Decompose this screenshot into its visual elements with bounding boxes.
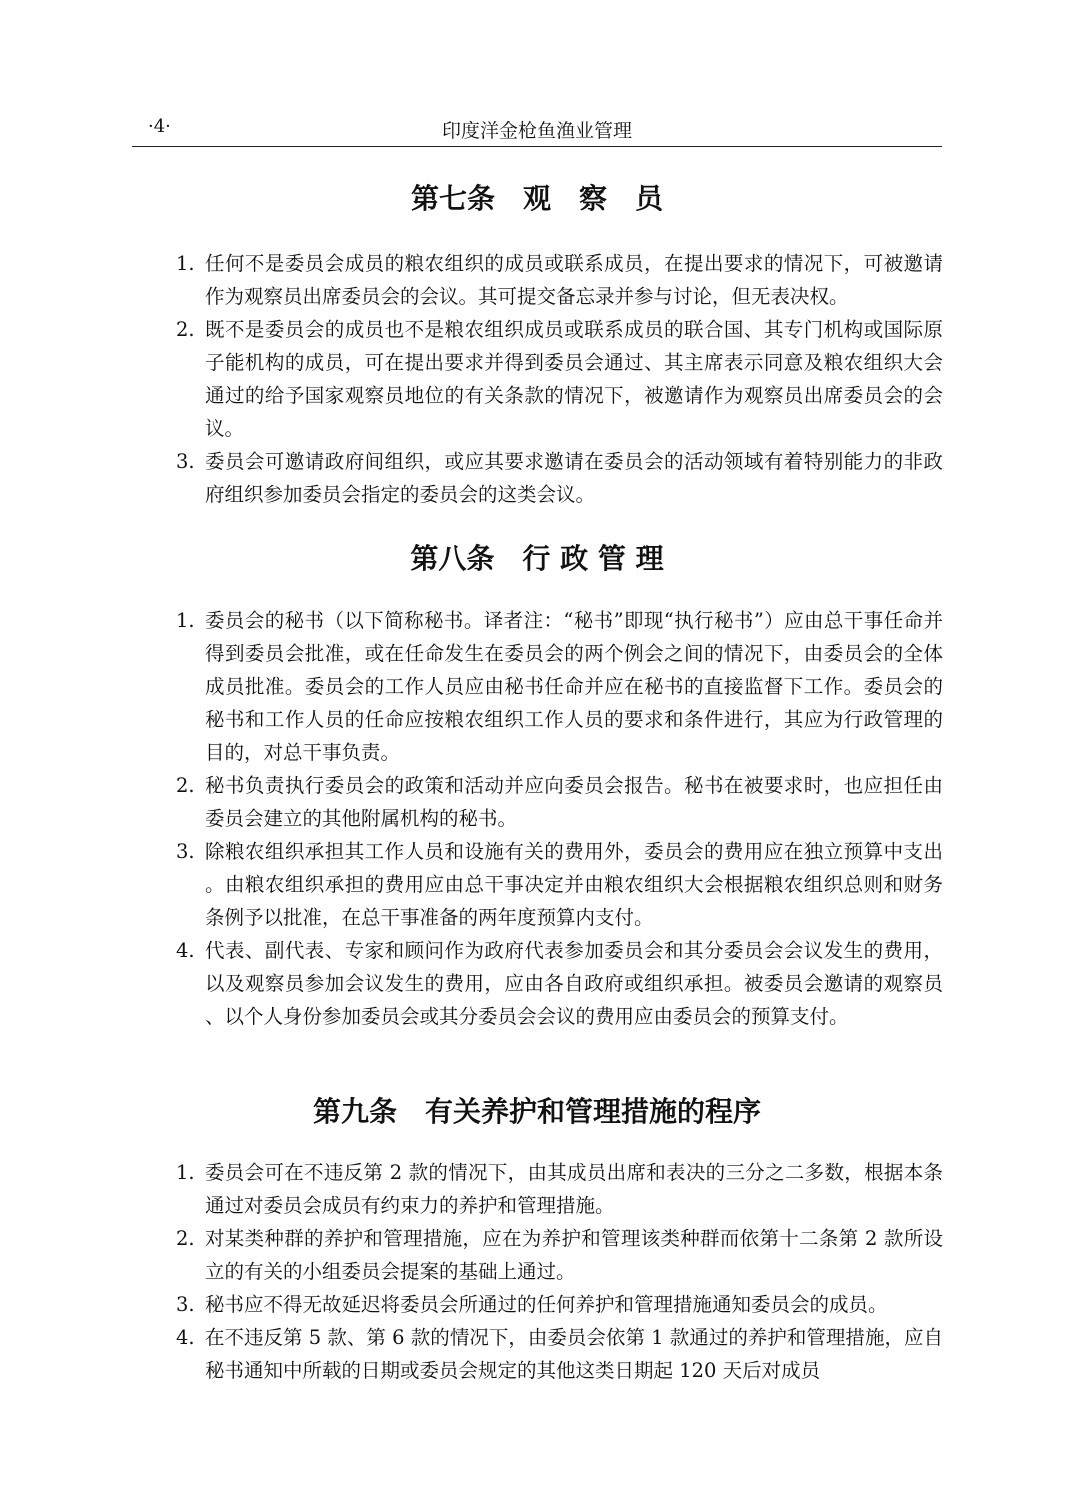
clause-text: 对某类种群的养护和管理措施，应在为养护和管理该类种群而依第十二条第 2 款所设立的有关的小组委员会提案的基础上通过。 [205, 1227, 943, 1283]
section-title-article-9: 第九条 有关养护和管理措施的程序 [312, 1095, 761, 1128]
clause-number: 4. [176, 939, 195, 962]
clause-text: 秘书负责执行委员会的政策和活动并应向委员会报告。秘书在被要求时，也应担任由委员会建立的其他附属机构的秘书。 [205, 774, 943, 830]
running-title: 印度洋金枪鱼渔业管理 [441, 120, 632, 142]
clause-text: 既不是委员会的成员也不是粮农组织成员或联系成员的联合国、其专门机构或国际原子能机构的成员，可在提出要求并得到委员会通过、其主席表示同意及粮农组织大会通过的给予国家观察员地位的有关条款的情况下，被邀请作为观察员出席委员会的会议。 [205, 318, 943, 440]
clause-item [0, 445, 1080, 511]
clause-number: 4. [176, 1326, 195, 1349]
clause-number: 2. [176, 1227, 195, 1250]
page-number: ·4· [148, 116, 171, 137]
section-title-article-8: 第八条 行 政 管 理 [410, 542, 664, 575]
clause-item [0, 604, 1080, 769]
clause-number: 1. [176, 609, 195, 632]
clause-item [0, 934, 1080, 1033]
clause-text: 任何不是委员会成员的粮农组织的成员或联系成员，在提出要求的情况下，可被邀请作为观察员出席委员会的会议。其可提交备忘录并参与讨论，但无表决权。 [205, 252, 943, 308]
clause-item [0, 1156, 1080, 1222]
clause-number: 3. [176, 1293, 195, 1316]
clause-text: 委员会的秘书（以下简称秘书。译者注：“秘书”即现“执行秘书”）应由总干事任命并得到委员会批准，或在任命发生在委员会的两个例会之间的情况下，由委员会的全体成员批准。委员会的工作人员应由秘书任命并应在秘书的直接监督下工作。委员会的秘书和工作人员的任命应按粮农组织工作人员的要求和条件进行，其应为行政管理的目的，对总干事负责。 [205, 609, 943, 764]
clause-text: 委员会可邀请政府间组织，或应其要求邀请在委员会的活动领域有着特别能力的非政府组织参加委员会指定的委员会的这类会议。 [205, 450, 943, 506]
section-title-article-7: 第七条 观 察 员 [410, 182, 663, 215]
clause-item [0, 247, 1080, 313]
clause-number: 3. [176, 450, 195, 473]
clause-text: 代表、副代表、专家和顾问作为政府代表参加委员会和其分委员会会议发生的费用，以及观察员参加会议发生的费用，应由各自政府或组织承担。被委员会邀请的观察员、以个人身份参加委员会或其分委员会会议的费用应由委员会的预算支付。 [205, 939, 943, 1028]
clause-number: 2. [176, 318, 195, 341]
clause-number: 1. [176, 252, 195, 275]
clause-item [0, 1288, 1080, 1321]
clause-text: 秘书应不得无故延迟将委员会所通过的任何养护和管理措施通知委员会的成员。 [205, 1293, 888, 1316]
clause-item [0, 835, 1080, 934]
clause-number: 3. [176, 840, 195, 863]
clause-item [0, 1321, 1080, 1387]
clause-number: 2. [176, 774, 195, 797]
article-7-clauses [0, 247, 1080, 511]
clause-text: 委员会可在不违反第 2 款的情况下，由其成员出席和表决的三分之二多数，根据本条通过对委员会成员有约束力的养护和管理措施。 [205, 1161, 943, 1217]
clause-text: 除粮农组织承担其工作人员和设施有关的费用外，委员会的费用应在独立预算中支出。由粮农组织承担的费用应由总干事决定并由粮农组织大会根据粮农组织总则和财务条例予以批准，在总干事准备的两年度预算内支付。 [205, 840, 943, 929]
clause-text: 在不违反第 5 款、第 6 款的情况下，由委员会依第 1 款通过的养护和管理措施，应自秘书通知中所载的日期或委员会规定的其他这类日期起 120 天后对成员 [205, 1326, 943, 1382]
article-8-clauses [0, 604, 1080, 1033]
clause-item [0, 769, 1080, 835]
clause-item [0, 1222, 1080, 1288]
clause-item [0, 313, 1080, 445]
page-header [132, 114, 942, 147]
clause-number: 1. [176, 1161, 195, 1184]
article-9-clauses [0, 1156, 1080, 1387]
